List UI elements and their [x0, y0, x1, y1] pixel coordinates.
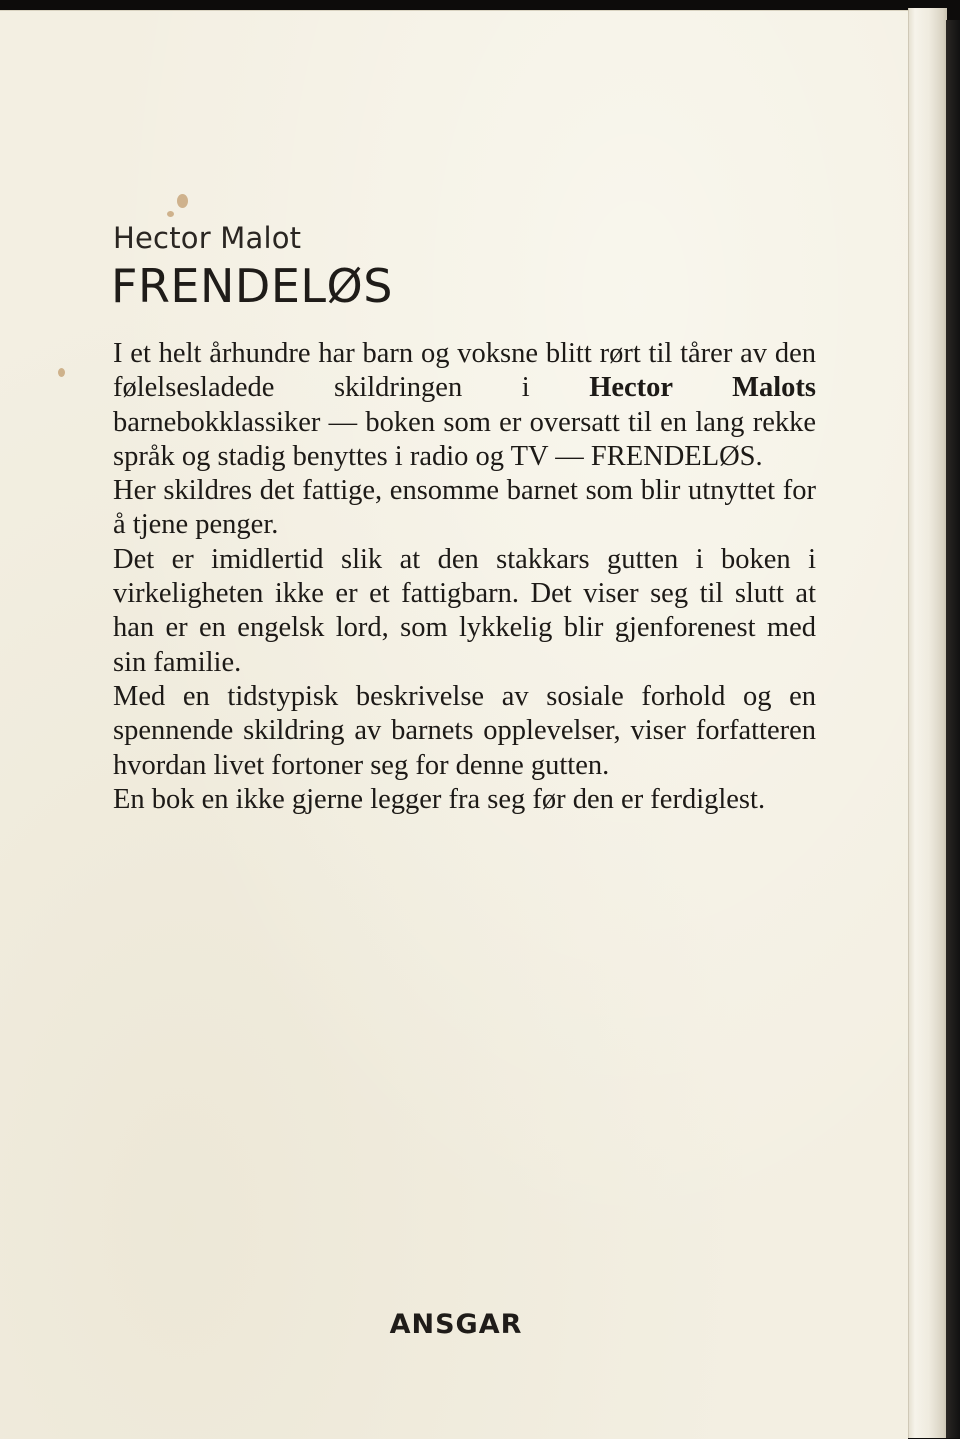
blurb-paragraph: Det er imidlertid slik at den stakkars gutten i boken i virkeligheten ikke er et fattigbarn. Det viser seg til slutt at han er en engelsk lord, som lykkelig blir gjenforenest med sin familie. — [113, 543, 816, 678]
blurb-paragraph — [113, 337, 816, 474]
back-cover — [0, 10, 908, 1439]
stain-mark — [167, 211, 174, 217]
book-spine — [908, 8, 947, 1438]
book-title: FRENDELØS — [111, 259, 393, 313]
publisher-logo: ANSGAR — [389, 1309, 523, 1340]
stain-mark — [177, 194, 188, 208]
blurb-paragraph: En bok en ikke gjerne legger fra seg før den er ferdiglest. — [113, 783, 766, 815]
blurb-text — [113, 337, 816, 817]
blurb-paragraph: Med en tidstypisk beskrivelse av sosiale forhold og en spennende skildring av barnets opplevelser, viser forfatteren hvordan livet fortoner seg for denne gutten. — [113, 680, 816, 781]
author-name-bold: Hector Malots — [589, 372, 816, 404]
blurb-paragraph: Her skildres det fattige, ensomme barnet som blir utnyttet for å tjene penger. — [113, 475, 816, 541]
stain-mark — [58, 368, 65, 377]
blurb-text-segment: barnebokklassiker — boken som er oversatt til en lang rekke språk og stadig benyttes i radio og TV — FRENDELØS. — [113, 406, 816, 472]
spine-shadow — [946, 20, 960, 1438]
blurb-text-segment: I et helt århundre har barn og voksne blitt rørt til tårer av den følelsesladede skildringen i — [113, 338, 816, 404]
author-name: Hector Malot — [113, 221, 302, 255]
